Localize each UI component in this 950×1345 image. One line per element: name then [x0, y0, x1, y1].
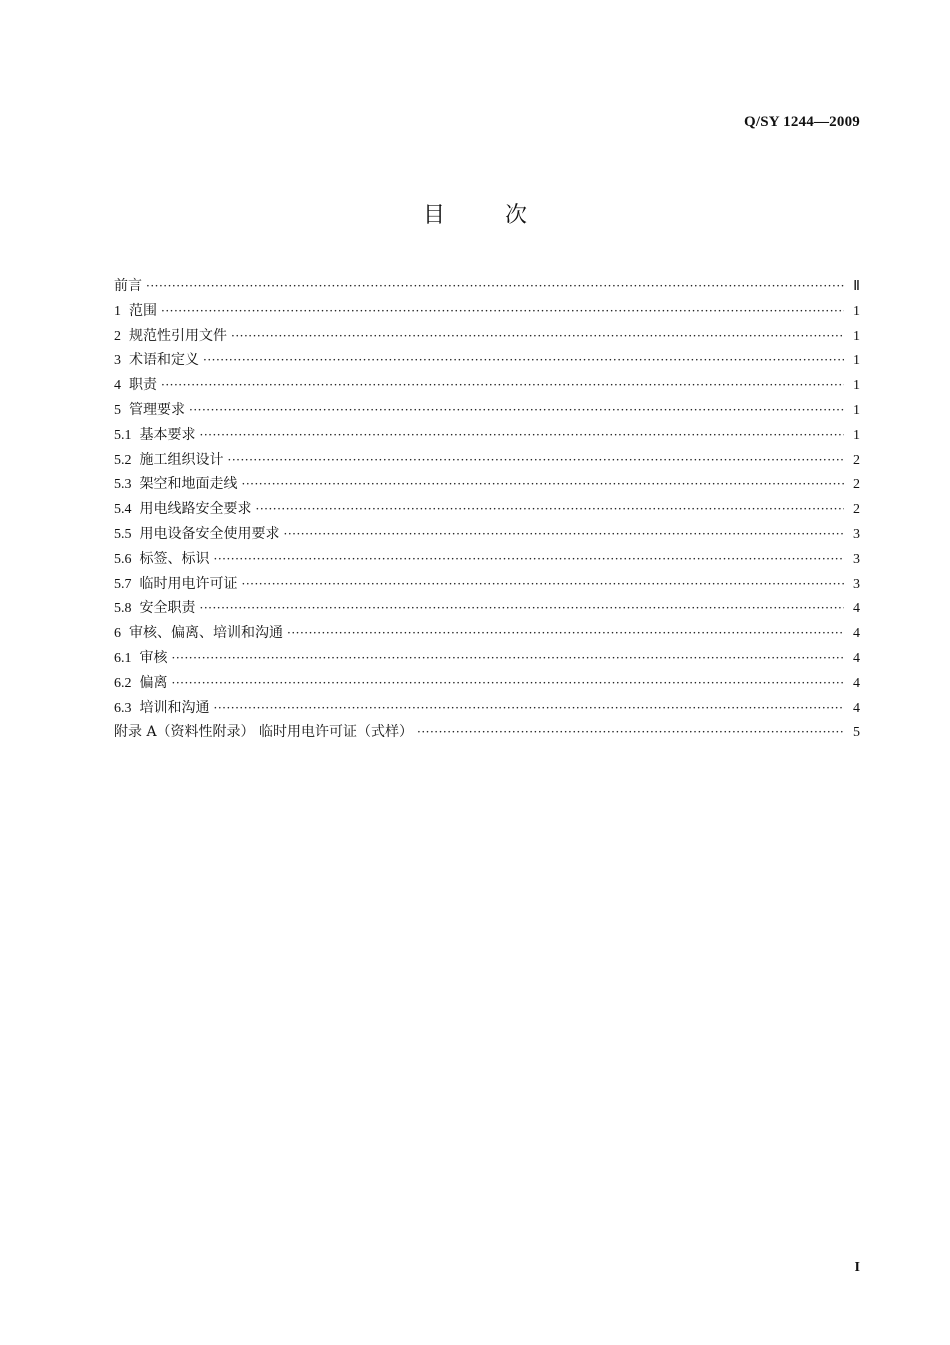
toc-entry-label: 5.4 用电线路安全要求	[114, 501, 252, 518]
toc-entry-5-3[interactable]	[114, 472, 860, 497]
toc-leader-dots	[284, 522, 845, 547]
toc-entry-number: 5.6	[114, 551, 132, 567]
toc-entry-5-1[interactable]	[114, 423, 860, 448]
toc-leader-dots	[203, 348, 844, 373]
toc-entry-preface[interactable]	[114, 274, 860, 299]
toc-entry-number: 6.1	[114, 650, 132, 666]
toc-leader-dots	[417, 720, 844, 745]
toc-entry-6[interactable]	[114, 621, 860, 646]
toc-entry-6-1[interactable]	[114, 646, 860, 671]
toc-entry-page: 5	[853, 725, 860, 741]
toc-entry-6-3[interactable]	[114, 696, 860, 721]
toc-entry-label: 6.1 审核	[114, 649, 168, 666]
toc-entry-3[interactable]	[114, 348, 860, 373]
toc-entry-label: 6.2 偏离	[114, 674, 168, 691]
toc-entry-label: 前言	[114, 278, 142, 294]
toc-entry-number: 4	[114, 378, 121, 394]
toc-entry-page: 4	[853, 675, 860, 691]
toc-leader-dots	[161, 299, 844, 324]
toc-entry-page: 1	[853, 328, 860, 344]
toc-entry-number: 1	[114, 303, 121, 319]
toc-entry-label: 5.6 标签、标识	[114, 550, 210, 567]
toc-entry-label: 5.5 用电设备安全使用要求	[114, 525, 280, 542]
toc-entry-page: 4	[853, 700, 860, 716]
toc-entry-label: 5.8 安全职责	[114, 600, 196, 617]
toc-title	[0, 198, 950, 229]
toc-entry-appendix-a[interactable]	[114, 720, 860, 745]
toc-entry-5-5[interactable]	[114, 522, 860, 547]
toc-entry-page: 3	[853, 576, 860, 592]
toc-entry-label: 1 范围	[114, 302, 157, 319]
toc-entry-page: 3	[853, 526, 860, 542]
toc-leader-dots	[231, 324, 844, 349]
toc-leader-dots	[146, 274, 844, 299]
toc-entry-number: 5	[114, 402, 121, 418]
toc-entry-5-2[interactable]	[114, 448, 860, 473]
toc-entry-number: 5.5	[114, 526, 132, 542]
toc-entry-label: 6.3 培训和沟通	[114, 699, 210, 716]
toc-entry-page: 2	[853, 477, 860, 493]
toc-list	[114, 274, 860, 745]
toc-leader-dots	[214, 696, 845, 721]
toc-leader-dots	[242, 572, 845, 597]
toc-entry-1[interactable]	[114, 299, 860, 324]
toc-entry-number: 5.1	[114, 427, 132, 443]
toc-entry-label: 2 规范性引用文件	[114, 327, 227, 344]
toc-entry-page: 4	[853, 601, 860, 617]
toc-entry-5-6[interactable]	[114, 547, 860, 572]
toc-leader-dots	[242, 472, 845, 497]
toc-entry-5-8[interactable]	[114, 596, 860, 621]
toc-entry-page: 2	[853, 502, 860, 518]
toc-title-part-2: 次	[505, 203, 528, 228]
toc-entry-page: Ⅱ	[853, 279, 860, 294]
toc-entry-page: 1	[853, 378, 860, 394]
toc-entry-label: 5.7 临时用电许可证	[114, 575, 238, 592]
toc-entry-number: 5.8	[114, 601, 132, 617]
toc-entry-label: 4 职责	[114, 377, 157, 394]
toc-leader-dots	[161, 373, 844, 398]
toc-entry-label: 6 审核、偏离、培训和沟通	[114, 625, 283, 642]
toc-entry-label: 3 术语和定义	[114, 352, 199, 369]
toc-leader-dots	[228, 448, 845, 473]
toc-entry-number: 5.4	[114, 502, 132, 518]
toc-leader-dots	[214, 547, 845, 572]
toc-entry-5[interactable]	[114, 398, 860, 423]
toc-entry-label: 5.2 施工组织设计	[114, 451, 224, 468]
document-code: Q/SY 1244—2009	[743, 114, 860, 130]
toc-entry-number: 2	[114, 328, 121, 344]
toc-entry-number: 5.3	[114, 477, 132, 493]
toc-entry-label: 附录 A（资料性附录） 临时用电许可证（式样）	[114, 724, 414, 741]
toc-entry-page: 1	[853, 427, 860, 443]
toc-entry-label: 5.3 架空和地面走线	[114, 476, 238, 493]
toc-entry-number: 5.7	[114, 576, 132, 592]
toc-leader-dots	[287, 621, 844, 646]
page-number: I	[854, 1260, 860, 1275]
toc-title-part-1: 目	[422, 203, 445, 228]
toc-leader-dots	[172, 646, 845, 671]
toc-leader-dots	[189, 398, 844, 423]
toc-leader-dots	[200, 596, 845, 621]
toc-entry-label: 5 管理要求	[114, 401, 185, 418]
toc-leader-dots	[256, 497, 845, 522]
toc-entry-label: 5.1 基本要求	[114, 426, 196, 443]
toc-leader-dots	[200, 423, 845, 448]
toc-entry-page: 1	[853, 353, 860, 369]
toc-entry-number: 3	[114, 353, 121, 369]
toc-entry-page: 3	[853, 551, 860, 567]
toc-entry-6-2[interactable]	[114, 671, 860, 696]
toc-entry-page: 1	[853, 303, 860, 319]
toc-entry-number: 6	[114, 626, 121, 642]
toc-entry-page: 2	[853, 452, 860, 468]
toc-entry-number: 6.3	[114, 700, 132, 716]
toc-entry-5-7[interactable]	[114, 572, 860, 597]
toc-entry-page: 4	[853, 650, 860, 666]
toc-entry-number: 5.2	[114, 452, 132, 468]
toc-entry-page: 4	[853, 626, 860, 642]
toc-leader-dots	[172, 671, 845, 696]
toc-entry-4[interactable]	[114, 373, 860, 398]
toc-entry-2[interactable]	[114, 324, 860, 349]
toc-entry-5-4[interactable]	[114, 497, 860, 522]
toc-entry-page: 1	[853, 402, 860, 418]
toc-entry-number: 6.2	[114, 675, 132, 691]
